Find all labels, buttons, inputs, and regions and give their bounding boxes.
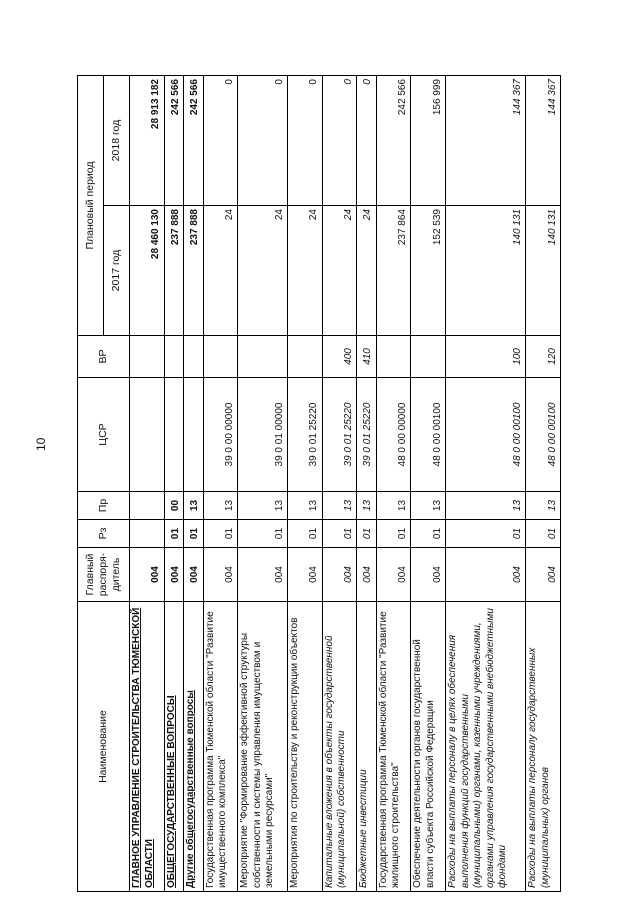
row-2017: 24 xyxy=(238,206,288,336)
row-admin: 004 xyxy=(357,548,376,602)
row-admin: 004 xyxy=(238,548,288,602)
row-csr: 39 0 01 00000 xyxy=(238,378,288,492)
row-2017: 237 888 xyxy=(164,206,183,336)
row-vr xyxy=(288,336,323,378)
row-2018: 0 xyxy=(288,76,323,206)
row-rz: 01 xyxy=(238,520,288,548)
row-pr: 13 xyxy=(288,492,323,520)
row-csr xyxy=(184,378,203,492)
header-vr: ВР xyxy=(78,336,130,378)
table-row xyxy=(411,76,446,892)
row-rz: 01 xyxy=(203,520,238,548)
row-rz: 01 xyxy=(164,520,183,548)
row-name: Другие общегосударственные вопросы xyxy=(184,602,203,892)
table-row xyxy=(203,76,238,892)
row-2017: 24 xyxy=(288,206,323,336)
table-row xyxy=(288,76,323,892)
row-rz xyxy=(130,520,165,548)
budget-table-sheet xyxy=(77,76,561,892)
row-name: Капитальные вложения в объекты государственной (муниципальной) собственности xyxy=(322,602,357,892)
row-admin: 004 xyxy=(203,548,238,602)
row-2017: 140 131 xyxy=(526,206,561,336)
row-2017: 24 xyxy=(322,206,357,336)
row-admin: 004 xyxy=(411,548,446,602)
row-pr: 13 xyxy=(376,492,411,520)
header-admin: Главный распоря-дитель xyxy=(78,548,130,602)
row-name: Мероприятия по строительству и реконструкции объектов xyxy=(288,602,323,892)
row-csr: 48 0 00 00100 xyxy=(526,378,561,492)
row-rz: 01 xyxy=(288,520,323,548)
row-2018: 0 xyxy=(238,76,288,206)
row-name: ГЛАВНОЕ УПРАВЛЕНИЕ СТРОИТЕЛЬСТВА ТЮМЕНСКОЙ ОБЛАСТИ xyxy=(130,602,165,892)
row-2018: 144 367 xyxy=(526,76,561,206)
row-2018: 0 xyxy=(203,76,238,206)
row-pr: 13 xyxy=(357,492,376,520)
row-vr xyxy=(130,336,165,378)
row-2017: 24 xyxy=(203,206,238,336)
row-csr: 39 0 01 25220 xyxy=(288,378,323,492)
row-rz: 01 xyxy=(411,520,446,548)
row-rz: 01 xyxy=(446,520,526,548)
row-rz: 01 xyxy=(376,520,411,548)
row-2018: 242 566 xyxy=(184,76,203,206)
row-admin: 004 xyxy=(526,548,561,602)
row-pr: 13 xyxy=(238,492,288,520)
row-pr: 00 xyxy=(164,492,183,520)
row-vr: 100 xyxy=(446,336,526,378)
table-row xyxy=(184,76,203,892)
row-admin: 004 xyxy=(184,548,203,602)
row-2017: 152 539 xyxy=(411,206,446,336)
table-row xyxy=(526,76,561,892)
table-row xyxy=(446,76,526,892)
header-rz: Рз xyxy=(78,520,130,548)
row-2018: 242 566 xyxy=(376,76,411,206)
row-2018: 242 566 xyxy=(164,76,183,206)
row-pr: 13 xyxy=(446,492,526,520)
header-csr: ЦСР xyxy=(78,378,130,492)
row-2017: 28 460 130 xyxy=(130,206,165,336)
row-csr: 48 0 00 00000 xyxy=(376,378,411,492)
row-name: Расходы на выплаты персоналу государственных (муниципальных) органов xyxy=(526,602,561,892)
row-pr: 13 xyxy=(526,492,561,520)
row-csr xyxy=(164,378,183,492)
row-rz: 01 xyxy=(357,520,376,548)
table-row xyxy=(357,76,376,892)
row-2018: 0 xyxy=(322,76,357,206)
row-vr xyxy=(411,336,446,378)
row-csr: 39 0 01 25220 xyxy=(357,378,376,492)
page-number: 10 xyxy=(34,437,48,451)
row-vr: 400 xyxy=(322,336,357,378)
row-admin: 004 xyxy=(322,548,357,602)
row-name: Государственная программа Тюменской области "Развитие имущественного комплекса" xyxy=(203,602,238,892)
row-csr: 39 0 00 00000 xyxy=(203,378,238,492)
row-pr: 13 xyxy=(184,492,203,520)
table-row xyxy=(376,76,411,892)
row-2018: 156 999 xyxy=(411,76,446,206)
header-name: Наименование xyxy=(78,602,130,892)
row-name: ОБЩЕГОСУДАРСТВЕННЫЕ ВОПРОСЫ xyxy=(164,602,183,892)
row-name: Бюджетные инвестиции xyxy=(357,602,376,892)
row-vr xyxy=(238,336,288,378)
row-admin: 004 xyxy=(288,548,323,602)
row-2018: 144 367 xyxy=(446,76,526,206)
row-admin: 004 xyxy=(130,548,165,602)
row-pr: 13 xyxy=(322,492,357,520)
row-vr xyxy=(184,336,203,378)
row-rz: 01 xyxy=(526,520,561,548)
row-name: Мероприятие "Формирование эффективной структуры собственности и системы управления имуществом и земельными ресурсами" xyxy=(238,602,288,892)
table-row xyxy=(164,76,183,892)
header-pr: Пр xyxy=(78,492,130,520)
row-csr: 48 0 00 00100 xyxy=(446,378,526,492)
row-name: Обеспечение деятельности органов государственной власти субъекта Российской Федерации xyxy=(411,602,446,892)
header-plan-period: Плановый период xyxy=(78,76,104,336)
header-year-2018: 2018 год xyxy=(104,76,130,206)
row-vr xyxy=(203,336,238,378)
budget-table xyxy=(77,75,561,892)
row-2017: 237 864 xyxy=(376,206,411,336)
table-row xyxy=(322,76,357,892)
row-2017: 140 131 xyxy=(446,206,526,336)
row-admin: 004 xyxy=(376,548,411,602)
row-2018: 28 913 182 xyxy=(130,76,165,206)
row-2017: 24 xyxy=(357,206,376,336)
row-csr: 48 0 00 00100 xyxy=(411,378,446,492)
row-2017: 237 888 xyxy=(184,206,203,336)
table-row xyxy=(130,76,165,892)
row-vr xyxy=(376,336,411,378)
row-name: Расходы на выплаты персоналу в целях обеспечения выполнения функций государственными (муниципальными) органами, казенными учреждениями, органами управления государственными внебюджетными фондами xyxy=(446,602,526,892)
row-name: Государственная программа Тюменской области "Развитие жилищного строительства" xyxy=(376,602,411,892)
row-vr: 120 xyxy=(526,336,561,378)
row-rz: 01 xyxy=(184,520,203,548)
row-admin: 004 xyxy=(164,548,183,602)
row-pr: 13 xyxy=(411,492,446,520)
row-rz: 01 xyxy=(322,520,357,548)
table-row xyxy=(238,76,288,892)
row-pr xyxy=(130,492,165,520)
header-year-2017: 2017 год xyxy=(104,206,130,336)
row-csr xyxy=(130,378,165,492)
row-admin: 004 xyxy=(446,548,526,602)
row-vr: 410 xyxy=(357,336,376,378)
row-csr: 39 0 01 25220 xyxy=(322,378,357,492)
row-vr xyxy=(164,336,183,378)
row-pr: 13 xyxy=(203,492,238,520)
row-2018: 0 xyxy=(357,76,376,206)
